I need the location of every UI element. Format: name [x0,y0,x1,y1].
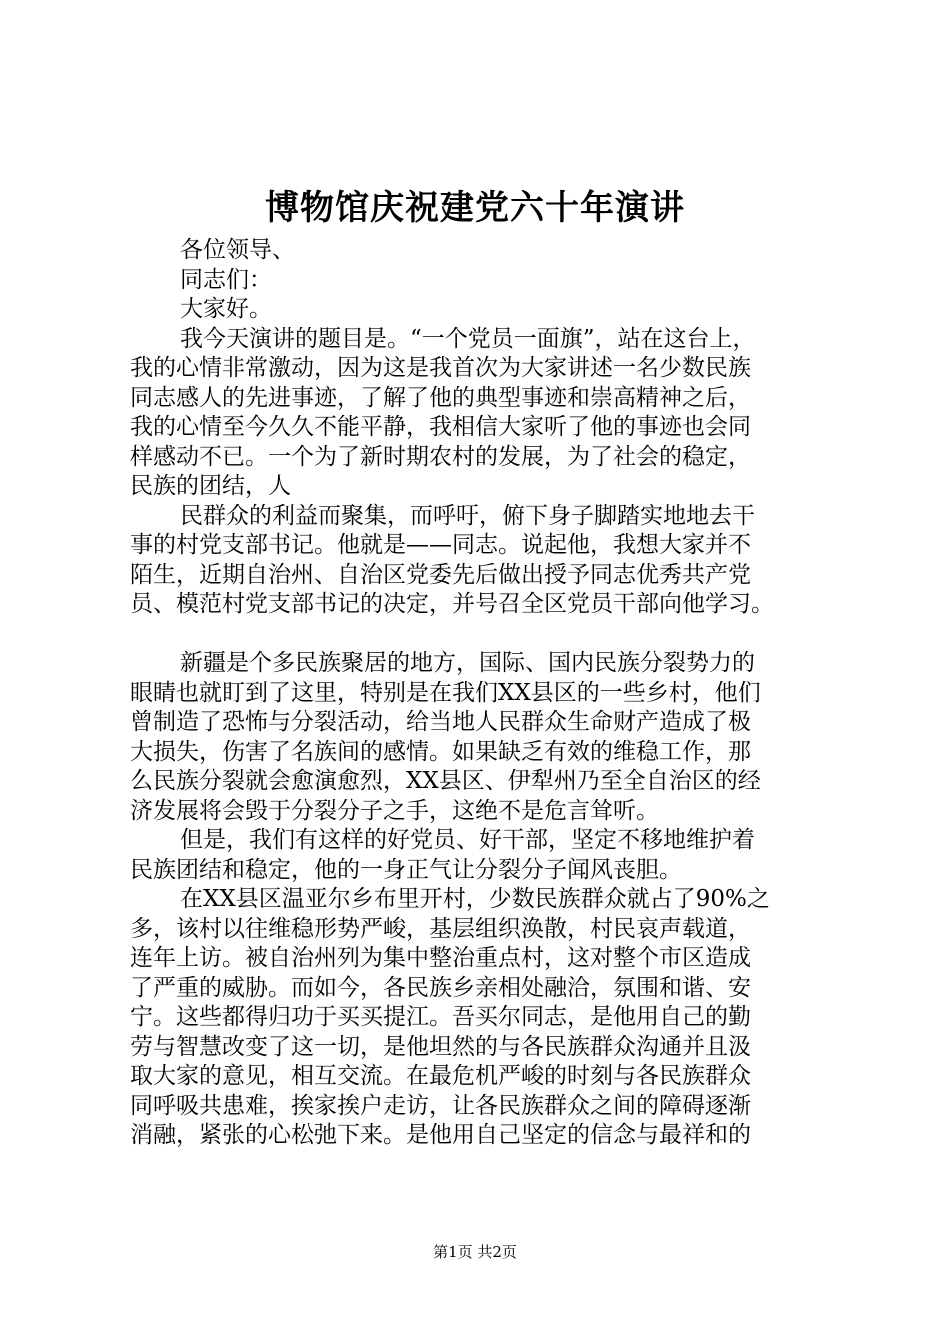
paragraph-line: 宁。这些都得归功于买买提江。吾买尔同志，是他用自己的勤 [130,1004,751,1030]
paragraph-line: 取大家的意见，相互交流。在最危机严峻的时刻与各民族群众 [130,1063,751,1089]
paragraph-line: 连年上访。被自治州列为集中整治重点村，这对整个市区造成 [130,945,751,971]
paragraph-line: 了严重的威胁。而如今，各民族乡亲相处融洽，氛围和谐、安 [130,974,751,1001]
paragraph-line: 民群众的利益而聚集，而呼吁，俯下身子脚踏实地地去干 [180,502,755,529]
paragraph-line: 新疆是个多民族聚居的地方，国际、国内民族分裂势力的 [180,650,755,676]
greeting-line: 大家好。 [180,296,272,322]
document-title: 博物馆庆祝建党六十年演讲 [265,188,685,228]
paragraph-line: 我的心情至今久久不能平静，我相信大家听了他的事迹也会同 [130,414,751,440]
document-body [130,236,836,1151]
paragraph-line: 多，该村以往维稳形势严峻，基层组织涣散，村民哀声载道， [130,915,751,942]
paragraph-line: 陌生，近期自治州、自治区党委先后做出授予同志优秀共产党 [130,561,751,588]
paragraph-line: 同志感人的先进事迹，了解了他的典型事迹和崇高精神之后， [130,384,751,411]
paragraph-line: 消融，紧张的心松弛下来。是他用自己坚定的信念与最祥和的 [130,1122,751,1148]
page-number-footer: 第1页 共2页 [433,1243,517,1261]
paragraph-line: 眼睛也就盯到了这里，特别是在我们XX县区的一些乡村，他们 [130,679,761,706]
paragraph-line: 员、模范村党支部书记的决定，并号召全区党员干部向他学习。 [130,591,774,617]
paragraph-line: 济发展将会毁于分裂分子之手，这绝不是危言耸听。 [130,797,659,824]
paragraph-line: 大损失，伤害了名族间的感情。如果缺乏有效的维稳工作，那 [130,738,751,765]
paragraph-line: 同呼吸共患难，挨家挨户走访，让各民族群众之间的障碍逐渐 [130,1092,751,1119]
paragraph-line: 民族团结和稳定，他的一身正气让分裂分子闻风丧胆。 [130,856,682,883]
paragraph-line: 在XX县区温亚尔乡布里开村，少数民族群众就占了90%之 [180,886,770,912]
paragraph-line: 么民族分裂就会愈演愈烈，XX县区、伊犁州乃至全自治区的经 [130,768,761,794]
paragraph-line: 我的心情非常激动，因为这是我首次为大家讲述一名少数民族 [130,355,751,381]
paragraph-line: 劳与智慧改变了这一切，是他坦然的与各民族群众沟通并且汲 [130,1033,751,1060]
paragraph-line: 事的村党支部书记。他就是——同志。说起他，我想大家并不 [130,532,751,558]
paragraph-line: 样感动不已。一个为了新时期农村的发展，为了社会的稳定， [130,443,751,470]
paragraph-line: 但是，我们有这样的好党员、好干部，坚定不移地维护着 [180,827,755,853]
paragraph-line: 我今天演讲的题目是。“一个党员一面旗”，站在这台上， [180,325,756,352]
paragraph-gap [130,620,836,650]
salutation-line: 各位领导、 [180,237,295,263]
paragraph-line: 民族的团结，人 [130,473,291,499]
salutation-line: 同志们： [180,266,272,293]
paragraph-line: 曾制造了恐怖与分裂活动，给当地人民群众生命财产造成了极 [130,709,751,735]
